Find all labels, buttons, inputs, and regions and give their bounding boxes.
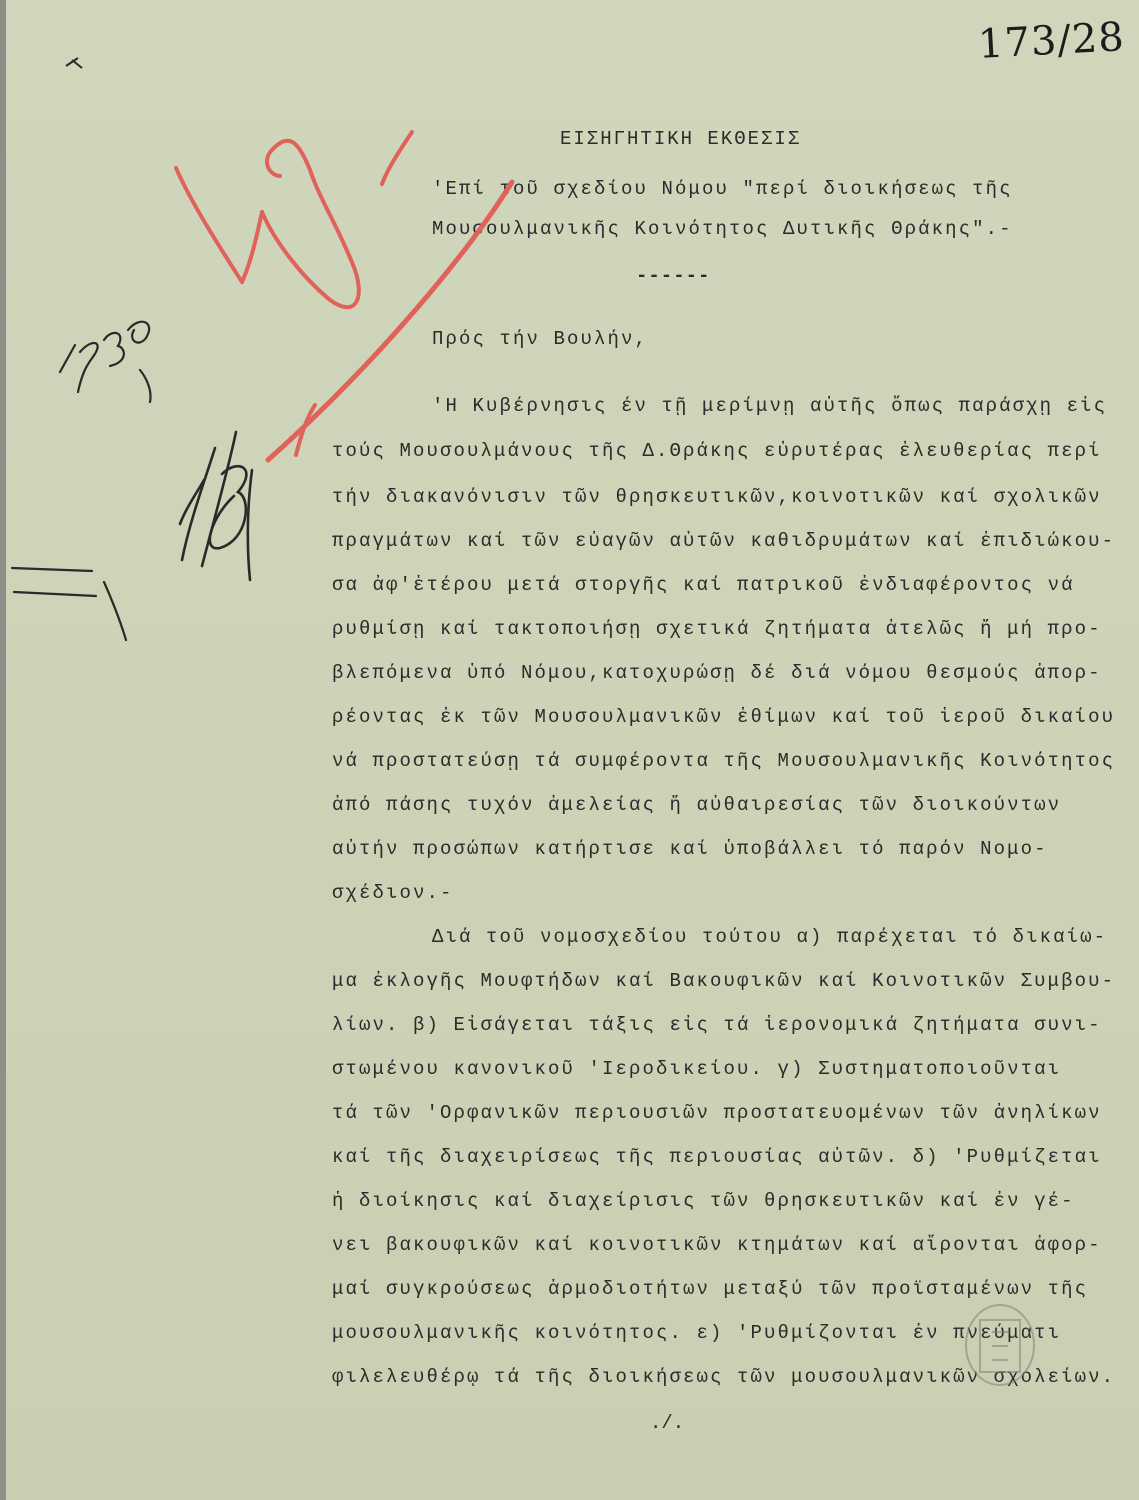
left-margin-lines [12, 568, 126, 640]
body-line: μα ἐκλογῆς Μουφτήδων καί Βακουφικῶν καί Κοινοτικῶν Συμβου- [332, 970, 1116, 992]
body-line: ἀπό πάσης τυχόν ἀμελείας ἤ αὐθαιρεσίας τῶν διοικούντων [332, 794, 1062, 816]
body-line: τούς Μουσουλμάνους τῆς Δ.Θράκης εὐρυτέρας ἐλευθερίας περί [332, 440, 1102, 462]
margin-number-181 [180, 432, 252, 580]
salutation: Πρός τήν Βουλήν, [432, 328, 649, 350]
archive-stamp [966, 1305, 1034, 1385]
body-line: νά προστατεύσῃ τά συμφέροντα τῆς Μουσουλμανικῆς Κοινότητος [332, 750, 1116, 772]
subtitle-line: Μουσουλμανικῆς Κοινότητος Δυτικῆς Θράκης".- [432, 218, 1013, 240]
body-line: 'Η Κυβέρνησις έν τῇ μερίμνῃ αὐτῆς ὅπως παράσχῃ εἰς [432, 395, 1108, 417]
separator: ------ [636, 265, 711, 287]
body-line: φιλελευθέρῳ τά τῆς διοικήσεως τῶν μουσουλμανικῶν σχολείων. [332, 1366, 1116, 1388]
margin-year-1930 [60, 322, 151, 402]
document-title: ΕΙΣΗΓΗΤΙΚΗ ΕΚΘΕΣΙΣ [560, 128, 802, 150]
body-line: μουσουλμανικῆς κοινότητος. ε) 'Ρυθμίζονται ἐν πνεύματι [332, 1322, 1062, 1344]
body-line: τήν διακανόνισιν τῶν θρησκευτικῶν,κοινοτικῶν καί σχολικῶν [332, 486, 1102, 508]
body-line: σα ἀφ'ἑτέρου μετά στοργῆς καί πατρικοῦ ἐνδιαφέροντος νά [332, 574, 1075, 596]
body-line: μαί συγκρούσεως ἁρμοδιοτήτων μεταξύ τῶν προϊσταμένων τῆς [332, 1278, 1089, 1300]
subtitle-line: 'Επί τοῦ σχεδίου Νόμου "περί διοικήσεως τῆς [432, 178, 1013, 200]
body-line: τά τῶν 'Ορφανικῶν περιουσιῶν προστατευομένων τῶν ἀνηλίκων [332, 1102, 1102, 1124]
body-line: στωμένου κανονικοῦ 'Ιεροδικείου. γ) Συστηματοποιοῦνται [332, 1058, 1062, 1080]
body-line: πραγμάτων καί τῶν εὐαγῶν αὐτῶν καθιδρυμάτων καί ἐπιδιώκου- [332, 530, 1116, 552]
body-line: ρέοντας ἐκ τῶν Μουσουλμανικῶν ἐθίμων καί τοῦ ἱεροῦ δικαίου [332, 706, 1116, 728]
red-pencil-mark [176, 132, 512, 460]
body-line: ἡ διοίκησις καί διαχείρισις τῶν θρησκευτικῶν καί ἐν γέ- [332, 1190, 1075, 1212]
body-line: λίων. β) Εἰσάγεται τάξις εἰς τά ἱερονομικά ζητήματα συνι- [332, 1014, 1102, 1036]
body-line: Διά τοῦ νομοσχεδίου τούτου α) παρέχεται τό δικαίω- [432, 926, 1108, 948]
body-line: νει βακουφικῶν καί κοινοτικῶν κτημάτων καί αἴρονται ἀφορ- [332, 1234, 1102, 1256]
page-continuation-mark: ./. [650, 1412, 685, 1434]
body-line: ρυθμίσῃ καί τακτοποιήσῃ σχετικά ζητήματα ἀτελῶς ἤ μή προ- [332, 618, 1102, 640]
body-line: καί τῆς διαχειρίσεως τῆς περιουσίας αὐτῶν. δ) 'Ρυθμίζεται [332, 1146, 1102, 1168]
body-line: σχέδιον.- [332, 882, 454, 904]
ink-tick [66, 58, 82, 68]
archive-number: 173/28 [977, 14, 1127, 68]
body-line: αὐτήν προσώπων κατήρτισε καί ὑποβάλλει τό παρόν Νομο- [332, 838, 1048, 860]
body-line: βλεπόμενα ὑπό Νόμου,κατοχυρώσῃ δέ διά νόμου θεσμούς ἀπορ- [332, 662, 1102, 684]
